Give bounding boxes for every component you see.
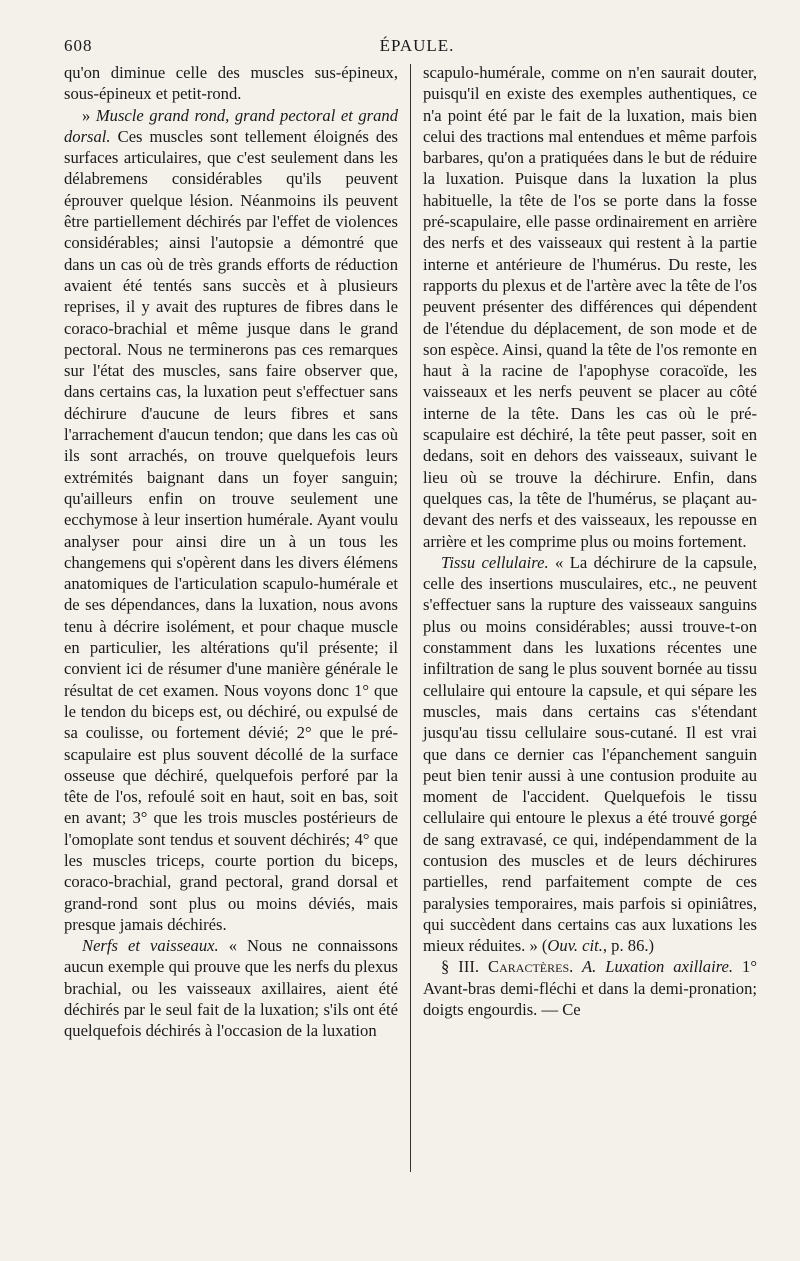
paragraph-text: Ces muscles sont tellement éloignés des surfaces articulaires, que c'est seulement dans les délabremens considérables qu'ils peuvent éprouver quelque lésion. Néanmoins ils peuvent être partiellement déchirés par l'effet de violences considérables; ainsi l'autopsie a démontré que dans un cas où de très grands efforts de réduction avaient été tentés sans succès et à plusieurs reprises, il y avait des ruptures de fibres dans le coraco-brachial et même jusque dans le grand pectoral. Nous ne terminerons pas ces remarques sur l'état des muscles, sans faire observer que, dans certains cas, la luxation peut s'effectuer sans déchirure d'aucune de leurs fibres et sans l'arrachement d'aucun tendon; que dans les cas où ils sont arrachés, on trouve quelquefois leurs extrémités baignant dans un foyer sanguin; qu'ailleurs enfin on trouve seulement une ecchymose à leur insertion humérale. Ayant voulu analyser pour ainsi dire un à un tous les changemens qui s'opèrent dans les divers élémens anatomiques de l'articulation scapulo-humérale et de ses dépendances, dans la luxation, nous avons tenu à décrire isolément, et pour chaque muscle en particulier, les altérations qu'il présente; il convient ici de résumer d'une manière générale le résultat de cet examen. Nous voyons donc 1° que le tendon du biceps est, ou déchiré, ou expulsé de sa coulisse, ou fortement dévié; 2° que le pré-scapulaire est plus souvent décollé de la surface osseuse que déchiré, quelquefois perforé par la tête de l'os, refoulé soit en haut, soit en bas, soit en avant; 3° que les trois muscles postérieurs de l'omoplate sont tendus et souvent déchirés; 4° que les muscles triceps, courte portion du biceps, coraco-brachial, grand pectoral, grand dorsal et grand-rond sont plus ou moins déviés, mais presque jamais déchirés. <box>64 126 398 934</box>
citation: Ouv. cit. <box>547 936 603 956</box>
paragraph-muscles <box>64 105 398 936</box>
citation-end: , p. 86.) <box>602 936 655 956</box>
paragraph-nerves <box>64 935 398 1041</box>
subsection-title: A. Luxation axillaire. <box>573 957 734 977</box>
paragraph-characters <box>423 956 757 1020</box>
paragraph-text: 1° Avant-bras demi-fléchi et dans la demi-pronation; doigts engourdis. — Ce <box>423 957 757 1020</box>
page-number: 608 <box>64 36 93 55</box>
column-rule <box>410 64 411 1172</box>
section-heading: Caractères. <box>488 957 574 977</box>
section-title: Muscle grand rond, grand pectoral et grand dorsal. <box>64 105 398 146</box>
section-title: Nerfs et vaisseaux. <box>82 936 219 956</box>
right-column <box>415 62 757 1172</box>
paragraph: scapulo-humérale, comme on n'en saurait douter, puisqu'il en existe des exemples authentiques, ce n'a point été par le fait de la luxation, mais bien celui des tractions mal entendues et même parfois barbares, qu'on a pratiquées dans le but de réduire la luxation. Puisque dans la luxation la plus habituelle, la tête de l'os se porte dans la fosse pré-scapulaire, elle passe ordinairement en arrière des nerfs et des vaisseaux qui restent à la partie interne et antérieure de l'humérus. Du reste, les rapports du plexus et de l'artère avec la tête de l'os peuvent présenter des différences qui dépendent de l'étendue du déplacement, de son mode et de son espèce. Ainsi, quand la tête de l'os remonte en haut à la racine de l'apophyse coracoïde, les vaisseaux et les nerfs peuvent se placer au côté interne de la tête. Dans les cas où le pré-scapulaire est déchiré, la tête peut passer, soit en dedans, soit en dehors des vaisseaux, suivant le lieu où se trouve la déchirure. Enfin, dans quelques cas, la tête de l'humérus, se plaçant au-devant des nerfs et des vaisseaux, les repousse en arrière et les comprime plus ou moins fortement. <box>423 63 757 551</box>
paragraph-text: « La déchirure de la capsule, celle des insertions musculaires, etc., ne peuvent s'effectuer sans la rupture des vaisseaux sanguins plus ou moins considérables; aussi trouve-t-on constamment dans les luxations récentes une infiltration de sang le plus souvent bornée au tissu cellulaire qui entoure la capsule, et qui sépare les muscles, mais dans certains cas s'étendant jusqu'au tissu cellulaire sous-cutané. Il est vrai que dans ce dernier cas l'épanchement sanguin peut bien tenir aussi à une contusion produite au moment de l'accident. Quelquefois le tissu cellulaire qui entoure le plexus a été trouvé gorgé de sang extravasé, ce qui, indépendamment de la contusion des muscles et de leurs déchirures partielles, rend parfaitement compte de ces paralysies temporaires, mais parfois si opiniâtres, qui succèdent dans certains cas aux luxations les mieux réduites. » ( <box>423 552 757 956</box>
running-title: ÉPAULE. <box>379 36 455 55</box>
quote-mark: » <box>82 105 96 125</box>
paragraph-tissue <box>423 552 757 957</box>
left-column <box>64 62 406 1172</box>
text-columns <box>64 62 770 1172</box>
paragraph: qu'on diminue celle des muscles sus-épineux, sous-épineux et petit-rond. <box>64 63 398 104</box>
section-number: § III. <box>441 957 489 977</box>
paragraph-text: « Nous ne connaissons aucun exemple qui prouve que les nerfs du plexus brachial, ou les vaisseaux axillaires, aient été déchirés par le seul fait de la luxation; s'ils ont été quelquefois déchirés à l'occasion de la luxation <box>64 936 398 1041</box>
section-title: Tissu cellulaire. <box>441 552 549 572</box>
page-header <box>64 30 770 62</box>
